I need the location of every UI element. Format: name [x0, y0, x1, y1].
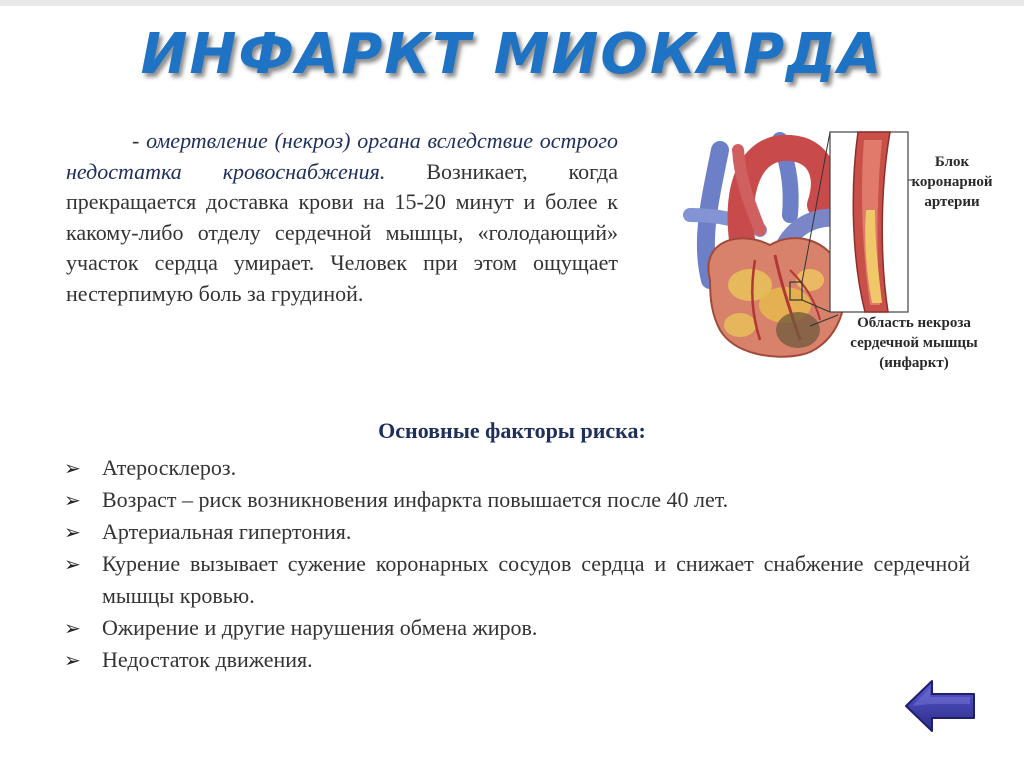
risk-item-text: Курение вызывает сужение коронарных сосудов сердца и снижает снабжение сердечной мышцы кровью.	[102, 551, 970, 608]
risk-item-text: Атеросклероз.	[102, 455, 237, 480]
intro-paragraph	[66, 126, 618, 310]
list-item	[64, 612, 970, 644]
risk-item-text: Возраст – риск возникновения инфаркта повышается после 40 лет.	[102, 487, 729, 512]
page-title: ИНФАРКТ МИОКАРДА	[140, 22, 884, 87]
heart-figure	[680, 120, 1010, 420]
list-item	[64, 548, 970, 612]
risk-factors-list	[64, 452, 970, 676]
list-item	[64, 516, 970, 548]
back-button[interactable]	[902, 677, 978, 735]
list-item	[64, 452, 970, 484]
list-item	[64, 484, 970, 516]
intro-description: Возникает, когда прекращается доставка крови на 15-20 минут и более к какому-либо отделу сердечной мышцы, «голодающий» участок сердца умирает. Человек при этом ощущает нестерпимую боль за грудиной.	[66, 158, 618, 306]
risk-item-text: Артериальная гипертония.	[102, 519, 352, 544]
risk-item-text: Недостаток движения.	[102, 647, 313, 672]
arrow-bullet-icon: ➢	[64, 648, 81, 672]
arrow-bullet-icon: ➢	[64, 488, 81, 512]
risk-item-text: Ожирение и другие нарушения обмена жиров.	[102, 615, 538, 640]
top-border	[0, 0, 1024, 6]
arrow-bullet-icon: ➢	[64, 616, 81, 640]
arrow-bullet-icon: ➢	[64, 456, 81, 480]
intro-definition: омертвление (некроз) органа вследствие острого недостатка кровоснабжения.	[66, 128, 619, 184]
label-necrosis-area: Область некроза сердечной мышцы (инфаркт)	[850, 315, 978, 371]
risk-factors-heading: Основные факторы риска:	[378, 418, 646, 443]
list-item	[64, 644, 970, 676]
arrow-bullet-icon: ➢	[64, 520, 81, 544]
arrow-bullet-icon: ➢	[64, 552, 81, 576]
intro-dash: -	[132, 128, 140, 153]
back-arrow-icon	[902, 677, 978, 735]
label-coronary-block: Блок коронарной артерии	[911, 154, 993, 210]
